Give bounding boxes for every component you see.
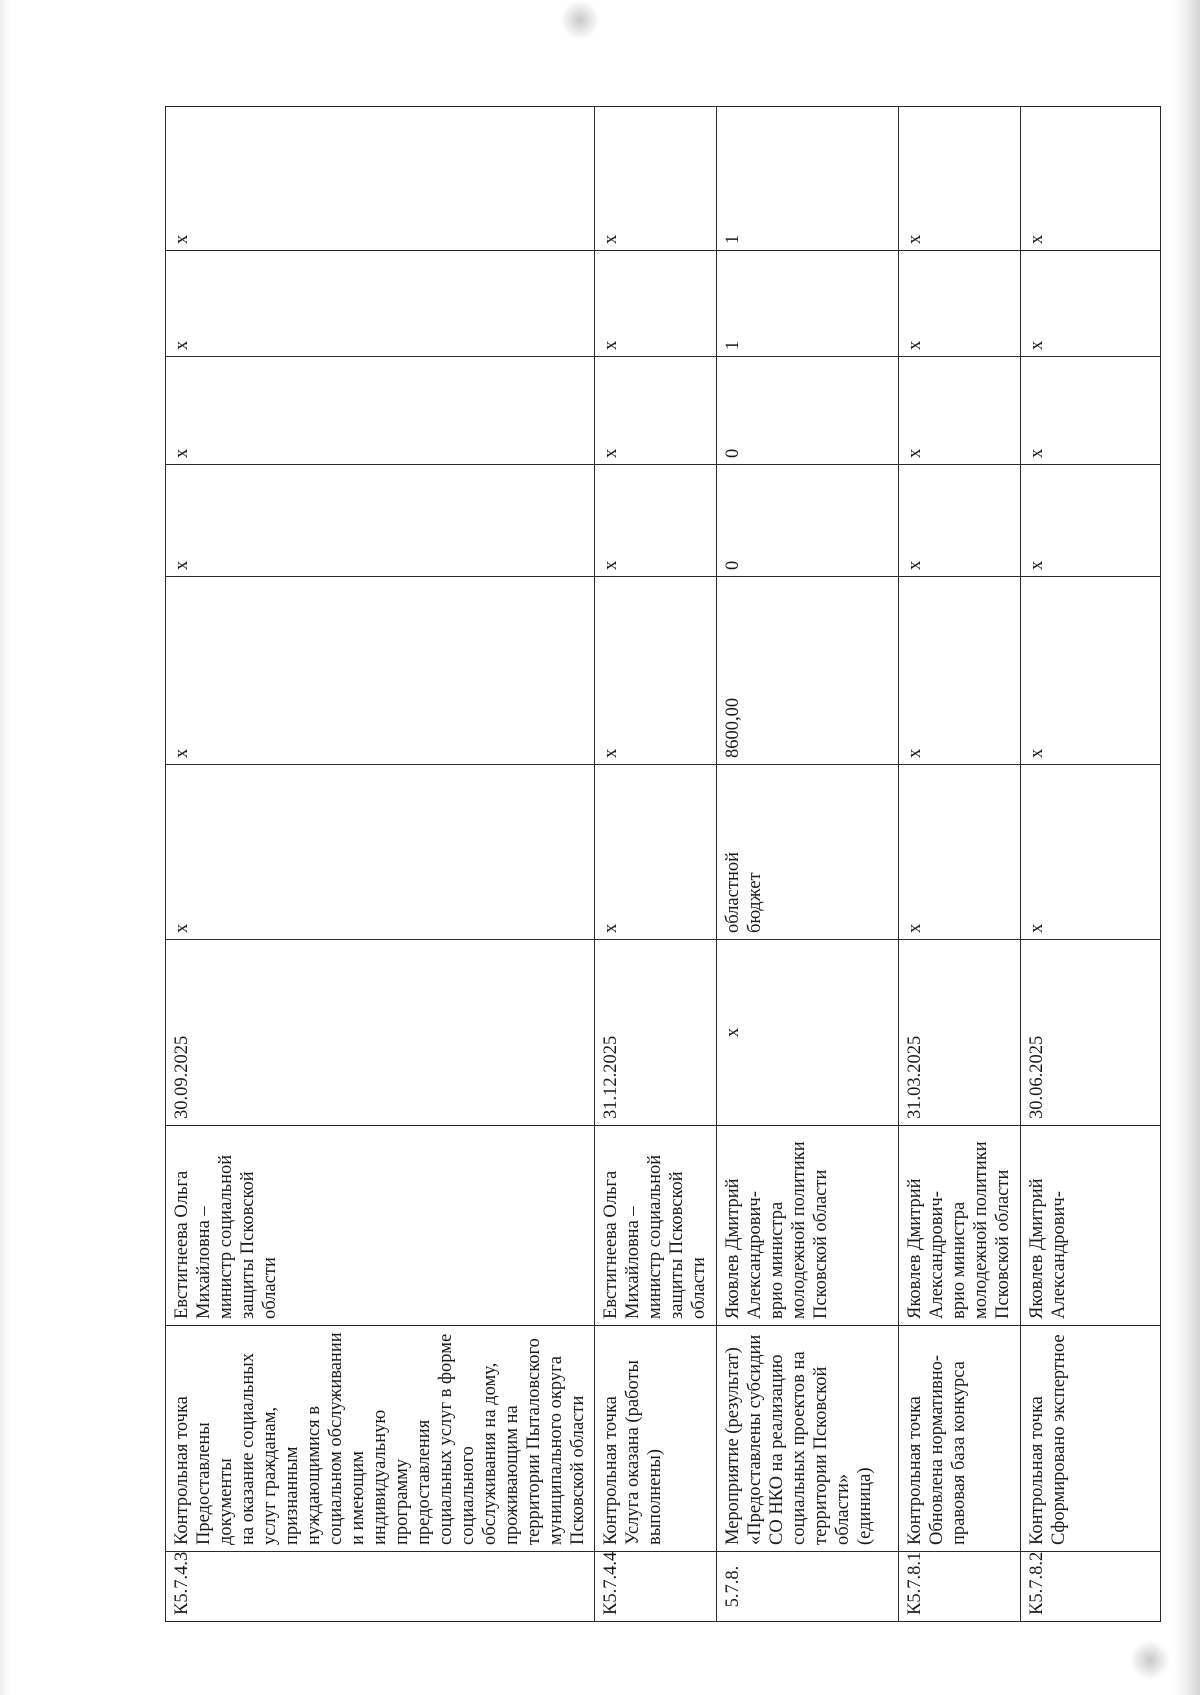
row-name: Контрольная точка Сформировано экспертное bbox=[1021, 1326, 1161, 1552]
row-value-2: 0 bbox=[717, 357, 899, 465]
row-value-2: x bbox=[1021, 357, 1161, 465]
row-value-4: x bbox=[595, 107, 717, 251]
row-value-3: x bbox=[595, 251, 717, 357]
row-name: Контрольная точка Обновлена нормативно- правовая база конкурса bbox=[899, 1326, 1021, 1552]
table-row bbox=[717, 107, 899, 1622]
row-value-2: x bbox=[899, 357, 1021, 465]
row-value-3: x bbox=[899, 251, 1021, 357]
row-date: 30.09.2025 bbox=[166, 940, 595, 1126]
scan-speck bbox=[1130, 1640, 1170, 1680]
table-row bbox=[166, 107, 595, 1622]
row-name: Контрольная точка Предоставлены документы на оказание социальных услуг гражданам, признанным нуждающимися в социальном обслуживании и имеющим индивидуальную программу предоставления социальных услуг в форме социального обслуживания на дому, проживающим на территории Пыталовского муниципального округа Псковской области bbox=[166, 1326, 595, 1552]
row-value-4: 1 bbox=[717, 107, 899, 251]
row-value-1: x bbox=[899, 465, 1021, 577]
row-value-4: x bbox=[1021, 107, 1161, 251]
row-funding-source: x bbox=[899, 765, 1021, 940]
row-value-1: x bbox=[166, 465, 595, 577]
table-row bbox=[899, 107, 1021, 1622]
row-value-1: 0 bbox=[717, 465, 899, 577]
scan-speck bbox=[560, 0, 600, 40]
row-value-3: x bbox=[1021, 251, 1161, 357]
row-responsible: Евстигнеева Ольга Михайловна – министр социальной защиты Псковской области bbox=[595, 1126, 717, 1326]
row-responsible: Евстигнеева Ольга Михайловна – министр социальной защиты Псковской области bbox=[166, 1126, 595, 1326]
row-date: 31.03.2025 bbox=[899, 940, 1021, 1126]
row-date: 30.06.2025 bbox=[1021, 940, 1161, 1126]
row-code: К5.7.8.1 bbox=[899, 1552, 1021, 1622]
table-row bbox=[595, 107, 717, 1622]
row-name: Мероприятие (результат) «Предоставлены субсидии СО НКО на реализацию социальных проектов на территории Псковской области» (единица) bbox=[717, 1326, 899, 1552]
row-funding-source: x bbox=[595, 765, 717, 940]
scan-edge-right bbox=[1174, 0, 1200, 1695]
row-value-1: x bbox=[1021, 465, 1161, 577]
row-code: 5.7.8. bbox=[717, 1552, 899, 1622]
row-code: К5.7.8.2 bbox=[1021, 1552, 1161, 1622]
row-value-3: 1 bbox=[717, 251, 899, 357]
row-value-4: x bbox=[899, 107, 1021, 251]
row-funding-source: x bbox=[166, 765, 595, 940]
scan-edge-left bbox=[0, 0, 10, 1695]
row-value-2: x bbox=[595, 357, 717, 465]
row-value-2: x bbox=[166, 357, 595, 465]
row-responsible: Яковлев Дмитрий Александрович- врио министра молодежной политики Псковской области bbox=[899, 1126, 1021, 1326]
row-code: К5.7.4.4 bbox=[595, 1552, 717, 1622]
row-value-1: x bbox=[595, 465, 717, 577]
row-date: 31.12.2025 bbox=[595, 940, 717, 1126]
row-amount: 8600,00 bbox=[717, 577, 899, 765]
row-responsible: Яковлев Дмитрий Александрович- bbox=[1021, 1126, 1161, 1326]
row-code: К5.7.4.3 bbox=[166, 1552, 595, 1622]
row-amount: x bbox=[166, 577, 595, 765]
row-amount: x bbox=[899, 577, 1021, 765]
row-amount: x bbox=[595, 577, 717, 765]
row-funding-source: областной бюджет bbox=[717, 765, 899, 940]
row-funding-source: x bbox=[1021, 765, 1161, 940]
rotated-document-page bbox=[165, 107, 1135, 1622]
plan-table bbox=[165, 106, 1161, 1622]
row-date: x bbox=[717, 940, 899, 1126]
row-value-3: x bbox=[166, 251, 595, 357]
row-amount: x bbox=[1021, 577, 1161, 765]
table-row bbox=[1021, 107, 1161, 1622]
row-value-4: x bbox=[166, 107, 595, 251]
row-name: Контрольная точка Услуга оказана (работы выполнены) bbox=[595, 1326, 717, 1552]
row-responsible: Яковлев Дмитрий Александрович- врио министра молодежной политики Псковской области bbox=[717, 1126, 899, 1326]
